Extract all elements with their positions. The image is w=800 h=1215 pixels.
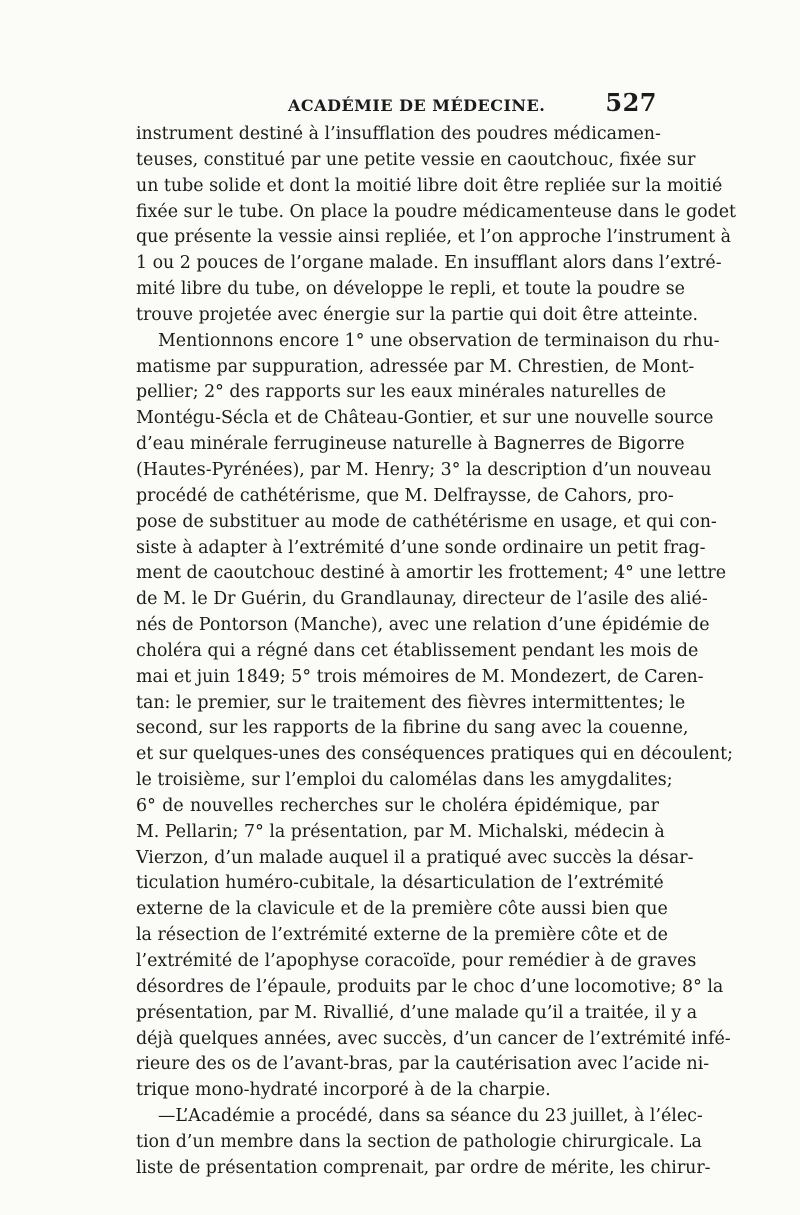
text-line: trique mono-hydraté incorporé à de la charpie.: [136, 1080, 551, 1101]
text-line: le troisième, sur l’emploi du calomélas dans les amygdalites;: [136, 770, 673, 791]
text-line: déjà quelques années, avec succès, d’un cancer de l’extrémité infé-: [136, 1028, 731, 1049]
text-line: que présente la vessie ainsi repliée, et l’on approche l’instrument à: [136, 227, 731, 248]
text-line: —L’Académie a procédé, dans sa séance du 23 juillet, à l’élec-: [158, 1106, 703, 1127]
page-number: 527: [605, 88, 657, 117]
text-line: second, sur les rapports de la fibrine du sang avec la couenne,: [136, 718, 689, 739]
text-line: Mentionnons encore 1° une observation de terminaison du rhu-: [158, 330, 720, 351]
text-line: l’extrémité de l’apophyse coracoïde, pour remédier à de graves: [136, 951, 697, 971]
text-line: tion d’un membre dans la section de pathologie chirurgicale. La: [136, 1131, 702, 1152]
paragraph-3: [136, 1104, 711, 1182]
text-line: la résection de l’extrémité externe de la première côte et de: [136, 925, 668, 946]
text-line: ticulation huméro-cubitale, la désarticulation de l’extrémité: [136, 873, 664, 894]
text-line: nés de Pontorson (Manche), avec une relation d’une épidémie de: [136, 615, 710, 636]
text-line: rieure des os de l’avant-bras, par la cautérisation avec l’acide ni-: [136, 1054, 710, 1075]
text-line: de M. le Dr Guérin, du Grandlaunay, directeur de l’asile des alié-: [136, 589, 708, 610]
text-line: (Hautes-Pyrénées), par M. Henry; 3° la description d’un nouveau: [136, 459, 712, 480]
text-line: matisme par suppuration, adressée par M. Chrestien, de Mont-: [136, 356, 695, 377]
paragraph-2: [136, 329, 733, 1104]
text-line: fixée sur le tube. On place la poudre médicamenteuse dans le godet: [136, 201, 737, 222]
text-line: Vierzon, d’un malade auquel il a pratiqué avec succès la désar-: [136, 847, 694, 868]
text-line: mité libre du tube, on développe le repli, et toute la poudre se: [136, 279, 685, 300]
text-line: teuses, constitué par une petite vessie en caoutchouc, fixée sur: [136, 149, 696, 170]
running-title: ACADÉMIE DE MÉDECINE.: [288, 96, 546, 115]
text-line: 1 ou 2 pouces de l’organe malade. En insufflant alors dans l’extré-: [136, 253, 722, 274]
body-text: [136, 122, 737, 1182]
text-line: choléra qui a régné dans cet établissement pendant les mois de: [136, 640, 699, 661]
page: [136, 88, 737, 1182]
text-line: mai et juin 1849; 5° trois mémoires de M. Mondezert, de Caren-: [136, 666, 704, 687]
running-head: [136, 88, 659, 122]
text-line: pellier; 2° des rapports sur les eaux minérales naturelles de: [136, 382, 667, 403]
text-line: présentation, par M. Rivallié, d’une malade qu’il a traitée, il y a: [136, 1002, 698, 1023]
text-line: un tube solide et dont la moitié libre doit être repliée sur la moitié: [136, 175, 723, 196]
text-line: tan: le premier, sur le traitement des fièvres intermittentes; le: [136, 692, 686, 713]
text-line: 6° de nouvelles recherches sur le choléra épidémique, par: [136, 795, 659, 816]
text-line: liste de présentation comprenait, par ordre de mérite, les chirur-: [136, 1157, 711, 1178]
paragraph-1: [136, 122, 737, 329]
text-line: procédé de cathétérisme, que M. Delfraysse, de Cahors, pro-: [136, 485, 674, 506]
text-line: d’eau minérale ferrugineuse naturelle à Bagnerres de Bigorre: [136, 434, 685, 455]
text-line: et sur quelques-unes des conséquences pratiques qui en découlent;: [136, 744, 733, 765]
text-line: trouve projetée avec énergie sur la partie qui doit être atteinte.: [136, 304, 699, 325]
text-line: pose de substituer au mode de cathétérisme en usage, et qui con-: [136, 511, 717, 532]
text-line: désordres de l’épaule, produits par le choc d’une locomotive; 8° la: [136, 976, 724, 997]
text-line: instrument destiné à l’insufflation des poudres médicamen-: [136, 124, 661, 144]
text-line: M. Pellarin; 7° la présentation, par M. Michalski, médecin à: [136, 821, 665, 842]
text-line: Montégu-Sécla et de Château-Gontier, et sur une nouvelle source: [136, 408, 714, 429]
text-line: ment de caoutchouc destiné à amortir les frottement; 4° une lettre: [136, 563, 727, 584]
text-line: siste à adapter à l’extrémité d’une sonde ordinaire un petit frag-: [136, 537, 706, 558]
text-line: externe de la clavicule et de la première côte aussi bien que: [136, 899, 668, 920]
